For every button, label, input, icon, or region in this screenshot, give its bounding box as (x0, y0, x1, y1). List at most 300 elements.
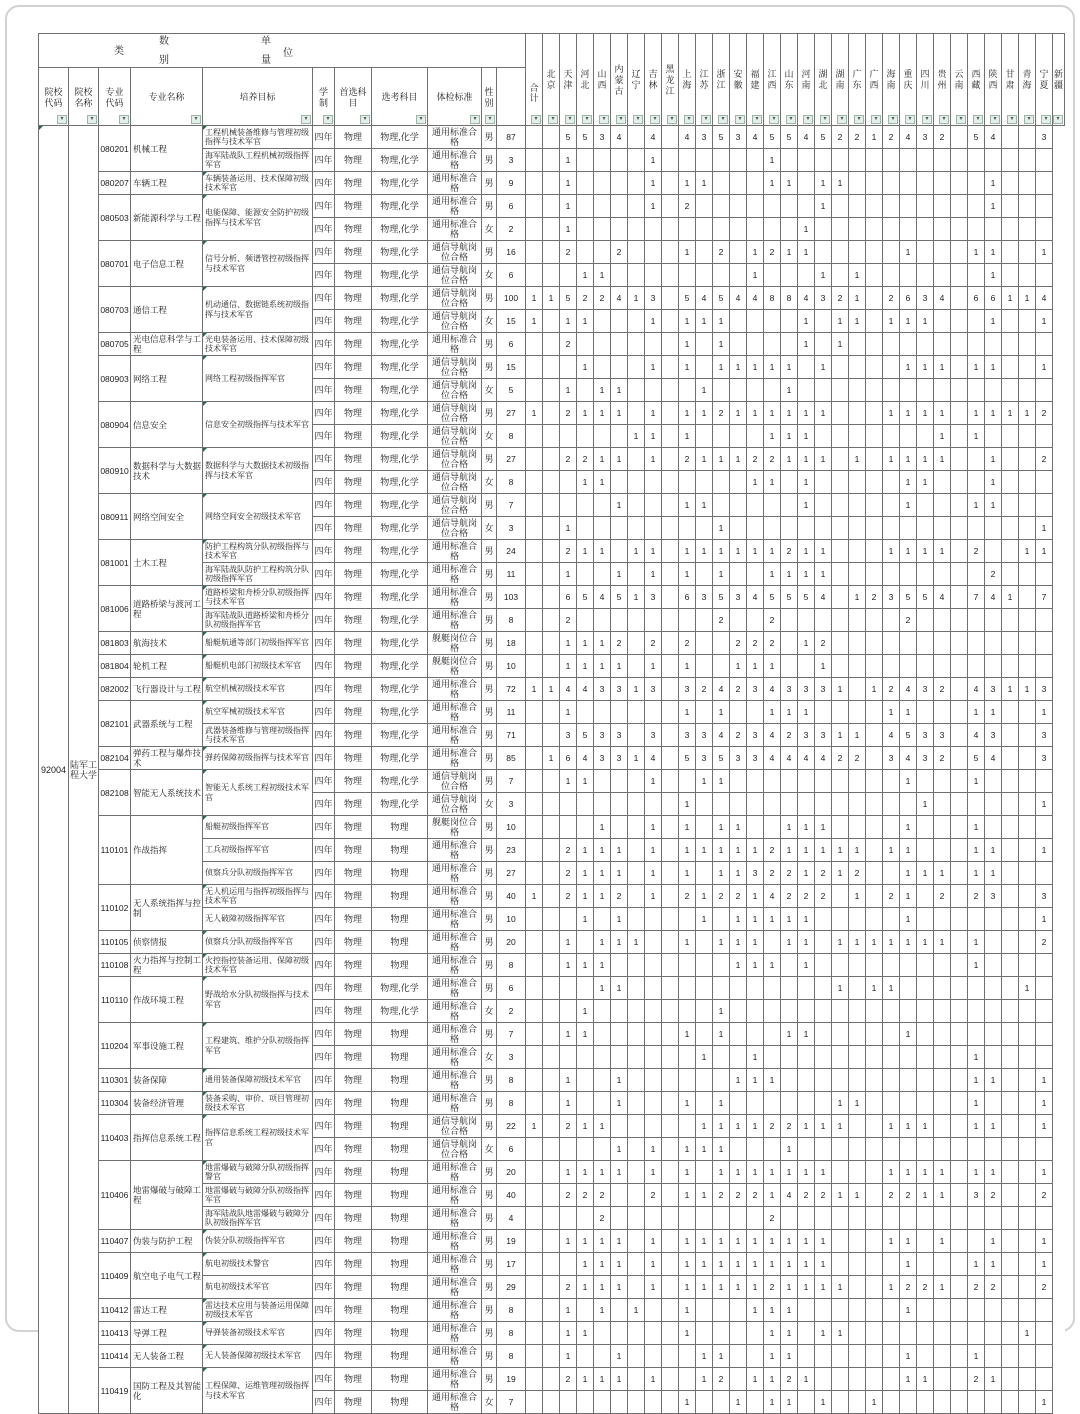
cell-gender: 女 (482, 425, 497, 448)
filter-button[interactable]: ▾ (684, 115, 694, 124)
cell-subject: 物理 (335, 770, 372, 793)
cell-province-广东 (832, 954, 849, 977)
cell-province-广东: 1 (832, 862, 849, 885)
cell-province-天津 (543, 264, 560, 287)
cell-province-福建 (730, 494, 747, 517)
filter-button[interactable]: ▾ (752, 115, 762, 124)
cell-province-海南 (866, 1345, 883, 1368)
cell-province-山西: 1 (577, 1322, 594, 1345)
cell-province-云南: 4 (934, 586, 951, 609)
cell-province-江苏 (679, 1046, 696, 1069)
filter-button[interactable]: ▾ (956, 115, 966, 124)
cell-province-河南: 3 (781, 678, 798, 701)
cell-province-广西 (849, 149, 866, 172)
major-name-cell: 轮机工程 (131, 655, 203, 678)
cell-province-重庆 (883, 655, 900, 678)
cell-province-贵州 (917, 1299, 934, 1322)
cell-province-安徽: 1 (713, 563, 730, 586)
filter-button[interactable]: ▾ (650, 115, 660, 124)
cell-province-江苏: 3 (679, 678, 696, 701)
cell-province-浙江 (696, 977, 713, 1000)
cell-province-山西 (577, 1092, 594, 1115)
cell-province-甘肃 (985, 1046, 1002, 1069)
header-province-22 (900, 34, 917, 126)
cell-province-青海 (1002, 1299, 1019, 1322)
cell-province-山西 (577, 1345, 594, 1368)
cell-province-新疆 (1036, 218, 1053, 241)
filter-button[interactable]: ▾ (1024, 115, 1034, 124)
cell-province-北京 (526, 149, 543, 172)
filter-button[interactable]: ▾ (1041, 115, 1051, 124)
cell-province-浙江: 1 (696, 1230, 713, 1253)
cell-province-四川 (900, 1391, 917, 1414)
cell-province-四川: 1 (900, 494, 917, 517)
cell-total: 11 (497, 701, 526, 724)
cell-province-贵州 (917, 1000, 934, 1023)
cell-province-山东: 1 (764, 1230, 781, 1253)
cell-province-山东 (764, 1046, 781, 1069)
cell-province-广西: 1 (849, 287, 866, 310)
filter-button[interactable]: ▾ (939, 115, 949, 124)
major-name-cell: 指挥信息系统工程 (131, 1115, 203, 1161)
cell-province-广西: 1 (849, 1184, 866, 1207)
cell-province-内蒙古 (594, 1092, 611, 1115)
cell-province-湖北: 2 (798, 885, 815, 908)
cell-province-江西: 2 (747, 448, 764, 471)
cell-province-陕西: 5 (968, 126, 985, 149)
cell-province-陕西 (968, 563, 985, 586)
cell-province-辽宁 (611, 701, 628, 724)
cell-province-青海 (1002, 172, 1019, 195)
cell-province-江苏 (679, 609, 696, 632)
major-code-cell: 080703 (99, 287, 131, 333)
cell-province-福建: 1 (730, 839, 747, 862)
cell-province-黑龙江: 4 (645, 126, 662, 149)
filter-button[interactable]: ▾ (769, 115, 779, 124)
cell-province-西藏 (951, 747, 968, 770)
cell-province-重庆 (883, 1023, 900, 1046)
cell-total: 10 (497, 655, 526, 678)
cell-province-河北: 1 (560, 379, 577, 402)
cell-province-内蒙古: 1 (594, 1299, 611, 1322)
cell-province-广东: 1 (832, 724, 849, 747)
cell-province-内蒙古: 1 (594, 1115, 611, 1138)
filter-button[interactable]: ▾ (888, 115, 898, 124)
cell-province-甘肃: 2 (985, 1184, 1002, 1207)
cell-province-四川: 1 (900, 770, 917, 793)
cell-province-天津 (543, 770, 560, 793)
cell-province-四川 (900, 149, 917, 172)
cell-province-辽宁: 1 (611, 1092, 628, 1115)
cell-province-四川 (900, 218, 917, 241)
cell-province-江苏: 1 (679, 793, 696, 816)
cell-province-安徽 (713, 264, 730, 287)
cell-province-山西 (577, 1046, 594, 1069)
cell-province-浙江: 1 (696, 379, 713, 402)
filter-button[interactable]: ▾ (470, 115, 480, 124)
filter-button[interactable]: ▾ (301, 115, 311, 124)
cell-province-河北: 2 (560, 1115, 577, 1138)
cell-province-海南 (866, 724, 883, 747)
cell-province-海南 (866, 218, 883, 241)
cell-gender: 男 (482, 862, 497, 885)
cell-province-浙江: 1 (696, 1345, 713, 1368)
cell-province-江西: 1 (747, 1368, 764, 1391)
cell-province-北京 (526, 908, 543, 931)
cell-province-湖南: 2 (815, 632, 832, 655)
cell-province-陕西: 1 (968, 701, 985, 724)
cell-province-甘肃: 1 (985, 839, 1002, 862)
cell-province-河南: 1 (781, 1391, 798, 1414)
cell-province-天津 (543, 1230, 560, 1253)
cell-province-北京 (526, 632, 543, 655)
filter-button[interactable]: ▾ (820, 115, 830, 124)
cell-subject: 物理 (335, 1000, 372, 1023)
cell-province-海南 (866, 609, 883, 632)
cell-province-贵州: 3 (917, 678, 934, 701)
table-row (39, 931, 1065, 954)
cell-province-山西 (577, 425, 594, 448)
cell-province-贵州 (917, 1023, 934, 1046)
cell-province-四川 (900, 1000, 917, 1023)
cell-province-河北: 1 (560, 1345, 577, 1368)
filter-button[interactable]: ▾ (360, 115, 370, 124)
cell-total: 71 (497, 724, 526, 747)
cell-province-湖北 (798, 655, 815, 678)
training-target-cell: 工程建筑、维护分队初级指挥军官 (203, 1023, 313, 1069)
cell-province-北京 (526, 540, 543, 563)
filter-button[interactable]: ▾ (616, 115, 626, 124)
cell-province-吉林 (628, 1115, 645, 1138)
table-row (39, 126, 1065, 149)
header-province-30 (1036, 34, 1053, 126)
filter-button[interactable]: ▾ (191, 115, 201, 124)
filter-button[interactable]: ▾ (633, 115, 643, 124)
cell-province-浙江: 1 (696, 540, 713, 563)
cell-province-广东 (832, 908, 849, 931)
cell-province-四川: 1 (900, 1299, 917, 1322)
cell-province-青海 (1002, 1046, 1019, 1069)
filter-button[interactable]: ▾ (854, 115, 864, 124)
cell-province-新疆 (1036, 195, 1053, 218)
cell-province-云南 (934, 1069, 951, 1092)
cell-province-天津 (543, 609, 560, 632)
cell-gender: 女 (482, 471, 497, 494)
header-province-7 (645, 34, 662, 126)
cell-province-四川: 1 (900, 540, 917, 563)
cell-province-广东 (832, 402, 849, 425)
cell-province-安徽: 1 (713, 517, 730, 540)
cell-province-广东: 2 (832, 287, 849, 310)
cell-province-江西: 1 (747, 1069, 764, 1092)
cell-province-湖北: 1 (798, 425, 815, 448)
cell-province-天津 (543, 908, 560, 931)
cell-province-吉林 (628, 333, 645, 356)
cell-years: 四年 (313, 931, 335, 954)
major-name-cell: 航海技术 (131, 632, 203, 655)
cell-province-北京 (526, 1368, 543, 1391)
training-target-cell: 海军陆战队防护工程构筑分队初级指挥军官 (203, 563, 313, 586)
cell-province-海南 (866, 471, 883, 494)
cell-province-山东: 1 (764, 471, 781, 494)
cell-province-海南 (866, 540, 883, 563)
cell-province-天津 (543, 425, 560, 448)
cell-province-湖南 (815, 977, 832, 1000)
cell-elective: 物理,化学 (372, 264, 428, 287)
filter-button[interactable]: ▾ (786, 115, 796, 124)
table-row (39, 586, 1065, 609)
filter-button[interactable]: ▾ (837, 115, 847, 124)
cell-province-福建: 1 (730, 1253, 747, 1276)
cell-province-黑龙江 (645, 1299, 662, 1322)
cell-years: 四年 (313, 724, 335, 747)
cell-elective: 物理 (372, 1069, 428, 1092)
cell-province-陕西 (968, 448, 985, 471)
cell-province-河北: 1 (560, 655, 577, 678)
cell-province-浙江: 1 (696, 1276, 713, 1299)
training-target-cell: 侦察兵分队初级指挥军官 (203, 862, 313, 885)
cell-province-江苏 (679, 218, 696, 241)
cell-province-新疆 (1036, 1138, 1053, 1161)
cell-province-河北: 3 (560, 724, 577, 747)
cell-province-上海 (662, 678, 679, 701)
cell-years: 四年 (313, 517, 335, 540)
filter-button[interactable]: ▾ (701, 115, 711, 124)
cell-province-山西 (577, 218, 594, 241)
cell-province-北京 (526, 1230, 543, 1253)
cell-province-上海 (662, 1322, 679, 1345)
filter-button[interactable]: ▾ (990, 115, 1000, 124)
filter-button[interactable]: ▾ (905, 115, 915, 124)
cell-province-重庆 (883, 1253, 900, 1276)
cell-province-四川: 2 (900, 609, 917, 632)
cell-province-黑龙江: 3 (645, 287, 662, 310)
province-label: 重 庆 (903, 69, 913, 90)
header-province-28 (1002, 34, 1019, 126)
cell-province-吉林 (628, 1161, 645, 1184)
cell-province-湖南: 2 (815, 885, 832, 908)
cell-province-湖南 (815, 1345, 832, 1368)
cell-province-广西 (849, 1276, 866, 1299)
cell-province-江苏: 1 (679, 1092, 696, 1115)
filter-button[interactable]: ▾ (667, 115, 677, 124)
cell-subject: 物理 (335, 816, 372, 839)
cell-province-山东: 1 (764, 1161, 781, 1184)
training-target-cell: 海军陆战队道路桥梁和舟桥分队初级指挥军官 (203, 609, 313, 632)
filter-button[interactable]: ▾ (922, 115, 932, 124)
cell-province-重庆: 1 (883, 1230, 900, 1253)
cell-province-上海 (662, 609, 679, 632)
cell-province-山东: 1 (764, 1391, 781, 1414)
cell-province-湖北 (798, 172, 815, 195)
cell-province-贵州 (917, 1391, 934, 1414)
cell-province-湖南 (815, 1207, 832, 1230)
cell-province-湖北 (798, 1092, 815, 1115)
cell-province-广西 (849, 632, 866, 655)
cell-province-浙江 (696, 632, 713, 655)
cell-province-重庆 (883, 425, 900, 448)
filter-button[interactable]: ▾ (485, 115, 495, 124)
cell-province-新疆 (1036, 1368, 1053, 1391)
cell-province-河北: 2 (560, 609, 577, 632)
cell-province-北京 (526, 1069, 543, 1092)
cell-province-江西: 1 (747, 264, 764, 287)
cell-province-湖北 (798, 793, 815, 816)
cell-province-贵州: 1 (917, 1184, 934, 1207)
cell-province-河北: 4 (560, 678, 577, 701)
cell-elective: 物理,化学 (372, 724, 428, 747)
filter-button[interactable]: ▾ (1007, 115, 1017, 124)
filter-button[interactable]: ▾ (531, 115, 541, 124)
cell-province-河南: 1 (781, 1345, 798, 1368)
filter-button[interactable]: ▾ (599, 115, 609, 124)
cell-province-福建: 1 (730, 908, 747, 931)
cell-years: 四年 (313, 770, 335, 793)
cell-province-吉林 (628, 724, 645, 747)
cell-province-重庆: 2 (883, 678, 900, 701)
filter-button[interactable]: ▾ (87, 115, 97, 124)
cell-province-海南 (866, 1069, 883, 1092)
filter-button[interactable]: ▾ (735, 115, 745, 124)
cell-province-宁夏 (1019, 517, 1036, 540)
cell-province-上海 (662, 954, 679, 977)
cell-province-广西 (849, 425, 866, 448)
cell-province-山东: 1 (764, 402, 781, 425)
cell-province-福建: 2 (730, 1184, 747, 1207)
cell-province-广西: 2 (849, 862, 866, 885)
cell-province-河北: 1 (560, 1092, 577, 1115)
cell-province-吉林 (628, 862, 645, 885)
header-province-10 (696, 34, 713, 126)
cell-subject: 物理 (335, 1138, 372, 1161)
cell-province-北京: 1 (526, 885, 543, 908)
cell-province-黑龙江 (645, 379, 662, 402)
filter-button[interactable]: ▾ (57, 115, 67, 124)
table-row (39, 1299, 1065, 1322)
table-row (39, 241, 1065, 264)
cell-province-陕西 (968, 793, 985, 816)
cell-province-福建: 3 (730, 747, 747, 770)
cell-province-广西 (849, 770, 866, 793)
cell-province-湖北: 4 (798, 126, 815, 149)
cell-elective: 物理 (372, 1023, 428, 1046)
cell-province-广西 (849, 218, 866, 241)
cell-province-河北: 1 (560, 931, 577, 954)
cell-province-海南 (866, 1115, 883, 1138)
filter-button[interactable]: ▾ (119, 115, 129, 124)
cell-elective: 物理 (372, 1345, 428, 1368)
filter-button[interactable]: ▾ (323, 115, 333, 124)
filter-button[interactable]: ▾ (718, 115, 728, 124)
cell-province-湖北: 5 (798, 586, 815, 609)
filter-button[interactable]: ▾ (548, 115, 558, 124)
cell-province-天津 (543, 1092, 560, 1115)
cell-province-黑龙江 (645, 954, 662, 977)
filter-button[interactable]: ▾ (565, 115, 575, 124)
cell-total: 2 (497, 218, 526, 241)
cell-province-福建 (730, 264, 747, 287)
cell-province-江西 (747, 609, 764, 632)
cell-province-湖北 (798, 609, 815, 632)
cell-province-广东: 2 (832, 126, 849, 149)
cell-province-江苏: 1 (679, 862, 696, 885)
cell-province-天津 (543, 1046, 560, 1069)
filter-button[interactable]: ▾ (973, 115, 983, 124)
cell-province-甘肃 (985, 977, 1002, 1000)
cell-subject: 物理 (335, 724, 372, 747)
filter-button[interactable]: ▾ (416, 115, 426, 124)
filter-button[interactable]: ▾ (871, 115, 881, 124)
province-label: 北 京 (546, 69, 556, 90)
filter-button[interactable]: ▾ (582, 115, 592, 124)
cell-province-浙江 (696, 1322, 713, 1345)
cell-province-内蒙古: 1 (594, 862, 611, 885)
cell-elective: 物理 (372, 839, 428, 862)
cell-province-福建 (730, 1046, 747, 1069)
cell-province-重庆 (883, 1138, 900, 1161)
cell-province-浙江: 1 (696, 885, 713, 908)
cell-total: 3 (497, 793, 526, 816)
filter-button[interactable]: ▾ (1053, 115, 1063, 124)
cell-province-辽宁 (611, 264, 628, 287)
cell-subject: 物理 (335, 1391, 372, 1414)
cell-province-宁夏 (1019, 1000, 1036, 1023)
cell-province-吉林 (628, 793, 645, 816)
cell-province-河南: 2 (781, 862, 798, 885)
cell-province-四川: 1 (900, 1161, 917, 1184)
cell-province-江西 (747, 379, 764, 402)
cell-province-四川 (900, 977, 917, 1000)
cell-subject: 物理 (335, 678, 372, 701)
cell-gender: 男 (482, 678, 497, 701)
cell-health: 通用标准合格 (428, 977, 482, 1000)
cell-province-宁夏 (1019, 724, 1036, 747)
training-target-cell: 电能保障、能源安全防护初级指挥与技术军官 (203, 195, 313, 241)
cell-province-黑龙江: 1 (645, 816, 662, 839)
major-code-cell: 082104 (99, 747, 131, 770)
cell-province-江苏: 1 (679, 816, 696, 839)
cell-province-甘肃 (985, 425, 1002, 448)
cell-province-河南: 1 (781, 1161, 798, 1184)
filter-button[interactable]: ▾ (803, 115, 813, 124)
cell-health: 通用标准合格 (428, 1276, 482, 1299)
training-target-cell: 地雷爆破与破障分队初级指挥军官 (203, 1184, 313, 1207)
cell-province-重庆 (883, 517, 900, 540)
province-label: 内 蒙 古 (614, 63, 624, 96)
table-row (39, 954, 1065, 977)
cell-province-辽宁: 1 (611, 1276, 628, 1299)
cell-province-广东 (832, 1368, 849, 1391)
cell-province-安徽: 1 (713, 1276, 730, 1299)
cell-subject: 物理 (335, 586, 372, 609)
cell-province-陕西: 1 (968, 1069, 985, 1092)
cell-gender: 男 (482, 1230, 497, 1253)
cell-province-四川: 1 (900, 931, 917, 954)
cell-province-贵州: 1 (917, 402, 934, 425)
cell-province-黑龙江: 1 (645, 1253, 662, 1276)
cell-province-青海 (1002, 356, 1019, 379)
cell-subject: 物理 (335, 747, 372, 770)
cell-province-宁夏 (1019, 885, 1036, 908)
cell-health: 通用标准合格 (428, 1000, 482, 1023)
cell-province-湖南 (815, 494, 832, 517)
cell-health: 通用标准合格 (428, 1299, 482, 1322)
cell-province-贵州: 1 (917, 931, 934, 954)
cell-province-青海 (1002, 655, 1019, 678)
cell-province-辽宁: 1 (611, 1138, 628, 1161)
cell-province-内蒙古: 1 (594, 954, 611, 977)
cell-province-浙江 (696, 701, 713, 724)
